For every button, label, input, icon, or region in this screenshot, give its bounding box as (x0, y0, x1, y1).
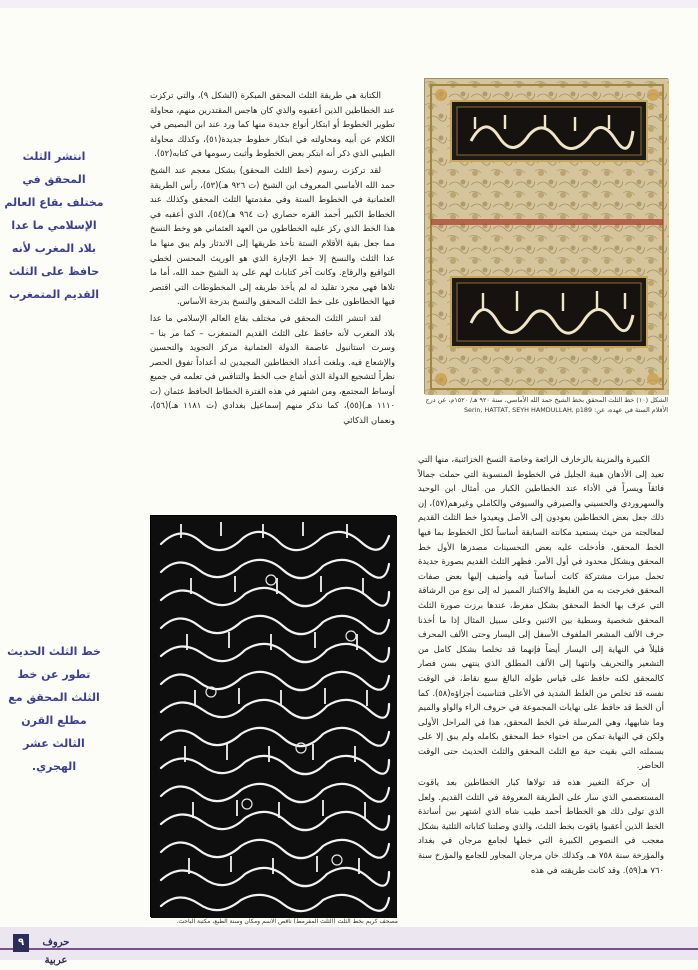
manuscript-illustration (425, 79, 669, 395)
manuscript-caption: الشكل (١٠) خط الثلث المحقق بخط الشيخ حمد الله الأماسي، سنة ٩٢٠ هـ/ ١٥٢٠م، عن درج الأقلام الستة في عهده، عن: Serin, HATTAT, SEYH HAMDULLAH, p189 (425, 396, 668, 414)
page-number: ٩ (13, 934, 29, 952)
right-column (418, 452, 664, 879)
paragraph: الكتابة هي طريقة الثلث المحقق المبكرة (الشكل ٩)، والتي تركزت عند الخطاطين الذين أعقبوه والذي كان هاجس المقتدرين منهم، محاولة تطوير الخطوط أو ابتكار أنواع جديدة منها كما ورد عند ابن البصيص في الكلام عن أبيه ومحاولته في ابتكار خطوط جديدة(٥١)، وكذلك محاولة الطيبي الذي ذكر أنه ابتكر بعض الخطوط وأثبت رسومها في كتابه(٥٢). (150, 90, 395, 159)
footer-accent-line (0, 948, 698, 950)
pull-quote-1: انتشر الثلث المحقق في مختلف بقاع العالم الإسلامي ما عدا بلاد المغرب لأنه حافظ على الثلث القديم المتمغرب (4, 150, 104, 301)
paragraph: الكبيرة والمزينة بالزخارف الرائعة وخاصة النسخ الخزائنية، منها التي تعيد إلى الأذهان هيبة الجليل في الخطوط المنسوبة التي حملت جمالاً فائقاً ويسراً في الأداء عند الخطاطين الكبار من أمثال ابن الوحيد والسهروردي والحسيني والصيرفي والسيوفي والكاملي وغيرهم(٥٧)، إن ذلك جعل بعض الخطاطين يعودون إلى الأصل ويعيدوا خط الثلث القديم لمعالجته من حيث يستعيد مكانته السابقة أساساً لكل الخطوط بما فيها الخط المحقق، فأدخلت عليه بعض التحسينات مصدرها الأول خط المحقق وبشكل محدود في أول الأمر. فظهر الثلث القديم بصورة جديدة تحمل ميزات مشتركة كانت أساساً فيه وأضيف إليها بعض صفات المحقق فخرجت به من الغليظ والاكتناز المميز له إلى نوع من الرشاقة التي عرف بها الخط المحقق بشكل مفرط، عندها برزت صورة الثلث المحقق شخصية وسطية بين الاثنين وعلى سبيل المثال إذا ما أخذنا حرف الألف المشعر الملفوف الأسفل إلى اليسار وحتى الألف المحرف قليلاً في النهاية إلى اليسار أيضاً فإنهما قد تخلصا بشكل كامل من التشعير والتحريف وانتهيا إلى الألف المطلق الذي ينتهي بسن فصار كالمحقق لكنه حافظ على قياس طوله البالغ سبع نقاط، في الوقت نفسه قد تخلص من الغلظ الشديد في الأعلى فتناسبت أجزاؤه(٥٨). كما أن الخط قد حافظ على نهايات المجموعة في حروف الراء والواو والميم وما شابهها، وهي المرسلة في الخط المحقق، هذا في المراحل الأولى ولكن في النهاية تمكن من احتواء خط المحقق بكامله ولم يبق إلا على بسملته التي بقيت حية مع الثلث المحقق والثلث الحديث حتى الوقت الحاضر. (418, 454, 664, 771)
mushaf-calligraphy (151, 516, 397, 918)
footer-band (0, 927, 698, 966)
header-band (0, 0, 698, 8)
paragraph: لقد تركزت رسوم (خط الثلث المحقق) بشكل معجم عند الشيخ حمد الله الأماسي المعروف ابن الشيخ (ت ٩٢٦ هـ)(٥٣)، رأس الطريقة العثمانية في الخطوط الستة وفي مقدمتها الثلث المحقق وكذلك عند الخطاط الكبير أحمد القره حصاري (ت ٩٦٤ هـ)(٥٤)، الذي أعقبه في هذا الخط الذي ركز عليه الخطاطون من العهد العثماني هو وخط النسخ مما جعل بقية الأقلام الستة تأخذ طريقها إلى الاندثار ولم يبق منها ما عدا الثلث والنسخ إلا خط الإجازة الذي هو الوريث المحسن لخطي التواقيع والرقاع. وكانت آخر كتابات لهم على يد الشيخ حمد الله، أما ما تلاها فهي مجرد تقليد له لم يأخذ طريقه إلى المخطوطات التي اقتصر فيها الخطاطون على خط الثلث المحقق والنسخ بدرجة الأساس. (150, 164, 395, 307)
paragraph: إن حركة التغيير هذه قد تولاها كبار الخطاطين بعد ياقوت المستعصمي الذي سار على الطريقة المعروفة في الثلث القديم. ولعل الذي تولى ذلك هو الخطاط أحمد طيب شاه الذي اشتهر بين أساتذة الخط الذين أعقبوا ياقوت بخط الثلث، والذي وصلتنا كتاباته الثلثية بشكل معجب في النصوص الكبيرة التي خطها لجامع مرجان في بغداد والمؤرخة سنة ٧٥٨ هـ، وكذلك خان مرجان المجاور للجامع والمؤرخ سنة ٧٦٠ هـ(٥٩). وقد كانت طريقته في هذه (418, 777, 664, 875)
paragraph: لقد انتشر الثلث المحقق في مختلف بقاع العالم الإسلامي ما عدا بلاد المغرب لأنه حافظ على الثلث القديم المتمغرب – كما مر بنا – وسرت استانبول عاصمة الدولة العثمانية مركز التجويد والتحسين والإشعاع فيه. وبلغت أعداد الخطاطين المجيدين له أعداداً تفوق الحصر نظراً لتشجيع الدولة الذي أشاع حب الخط والتنافس في تعلمه في جميع أوساط المجتمع، ومن اشتهر في هذه الفترة الخطاط الحافظ عثمان (ت ١١١٠ هـ)(٥٥)، كما نذكر منهم إسماعيل بغدادي (ت ١١٨١ هـ)(٥٦)، ونعمان الذكائي (150, 312, 396, 426)
manuscript-image (424, 78, 668, 394)
mushaf-caption: مصحف كريم بخط الثلث (الثلث المفرمط) ناقص الاسم ومكان وسنة الطبع، مكتبة الباحث. (176, 918, 398, 925)
middle-column (150, 88, 395, 430)
pull-quote-2: خط الثلث الحديث تطور عن خط الثلث المحقق مع مطلع القرن الثالث عشر الهجري. (7, 645, 101, 773)
journal-logo: حروف عربية (42, 937, 70, 966)
mushaf-image (150, 515, 396, 917)
